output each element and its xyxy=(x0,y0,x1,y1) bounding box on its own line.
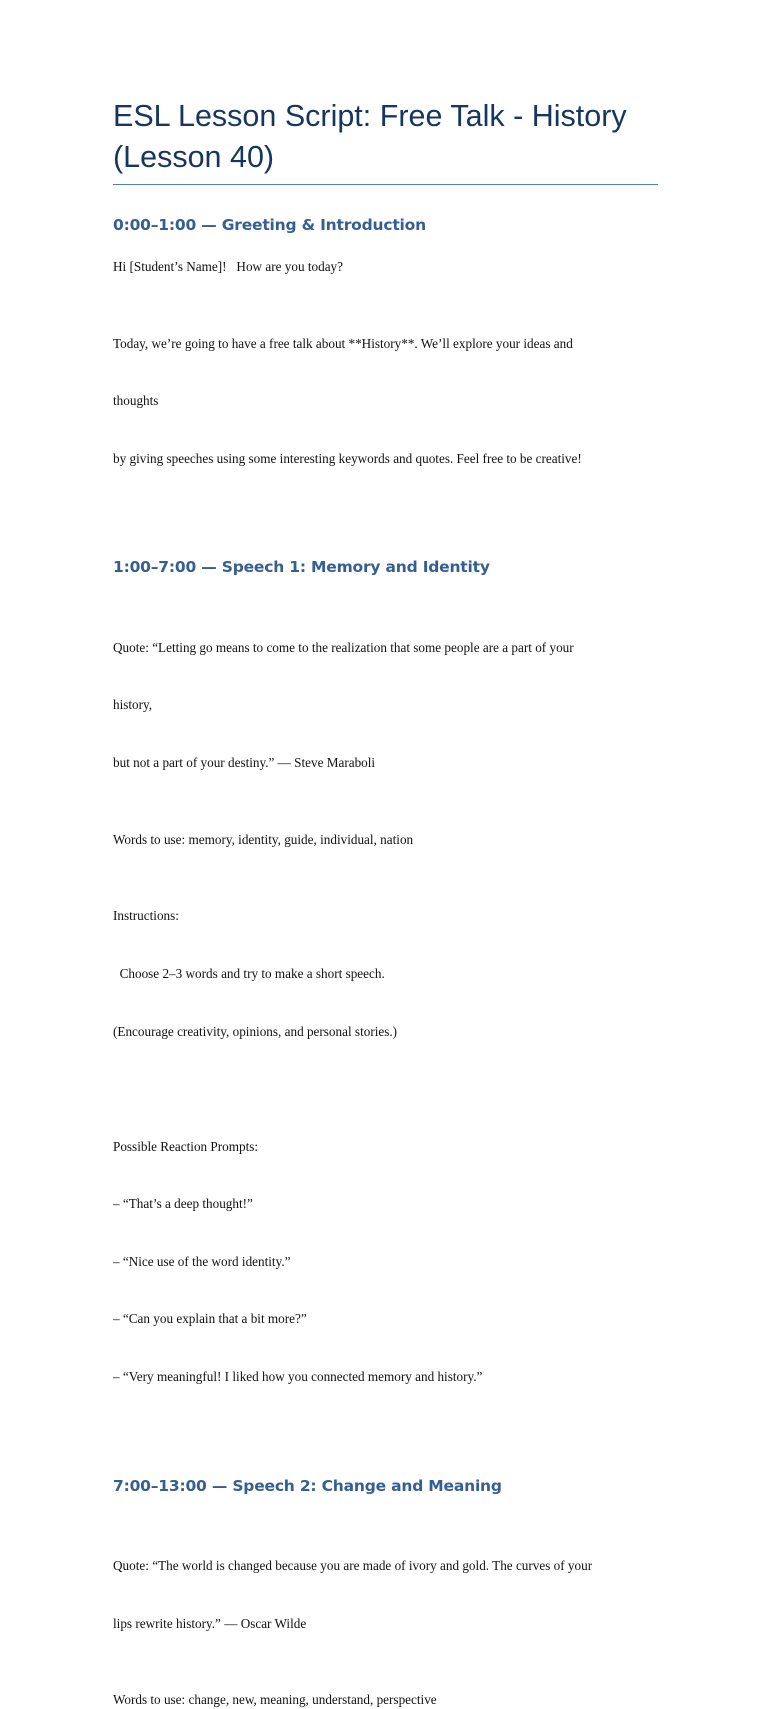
section-heading-speech-2: 7:00–13:00 — Speech 2: Change and Meaning xyxy=(113,1476,502,1495)
intro-line: by giving speeches using some interesting keywords and quotes. Feel free to be creative! xyxy=(113,450,582,466)
instructions-paragraph xyxy=(113,868,658,1079)
intro-paragraph xyxy=(113,295,658,506)
prompts-line: – “Very meaningful! I liked how you connected memory and history.” xyxy=(113,1368,483,1384)
prompts-line: Possible Reaction Prompts: xyxy=(113,1138,259,1154)
words-to-use: Words to use: change, new, meaning, understand, perspective xyxy=(113,1692,437,1708)
section-heading-speech-1: 1:00–7:00 — Speech 1: Memory and Identity xyxy=(113,558,490,577)
instructions-line: Choose 2–3 words and try to make a short speech. xyxy=(113,965,385,981)
quote-line: Quote: “The world is changed because you are made of ivory and gold. The curves of your xyxy=(113,1557,593,1573)
instructions-line: Instructions: xyxy=(113,908,179,924)
section-heading-greeting: 0:00–1:00 — Greeting & Introduction xyxy=(113,216,426,234)
prompts-line: – “That’s a deep thought!” xyxy=(113,1196,253,1212)
quote-line: lips rewrite history.” — Oscar Wilde xyxy=(113,1615,307,1631)
quote-line: but not a part of your destiny.” — Steve Maraboli xyxy=(113,755,376,771)
reaction-prompts xyxy=(113,1098,658,1424)
document-page xyxy=(113,96,658,1709)
greeting-text: Hi [Student’s Name]! How are you today? xyxy=(113,259,343,274)
prompts-line: – “Nice use of the word identity.” xyxy=(113,1253,291,1269)
prompts-line: – “Can you explain that a bit more?” xyxy=(113,1311,307,1327)
document-title: ESL Lesson Script: Free Talk - History (Lesson 40) xyxy=(113,96,658,185)
intro-line: Today, we’re going to have a free talk about **History**. We’ll explore your ideas and xyxy=(113,335,573,351)
words-to-use: Words to use: memory, identity, guide, individual, nation xyxy=(113,831,414,847)
instructions-line: (Encourage creativity, opinions, and personal stories.) xyxy=(113,1023,398,1039)
intro-line: thoughts xyxy=(113,393,159,409)
quote-paragraph xyxy=(113,599,658,810)
quote-line: history, xyxy=(113,697,153,713)
quote-line: Quote: “Letting go means to come to the realization that some people are a part of your xyxy=(113,639,574,655)
quote-paragraph xyxy=(113,1518,658,1672)
